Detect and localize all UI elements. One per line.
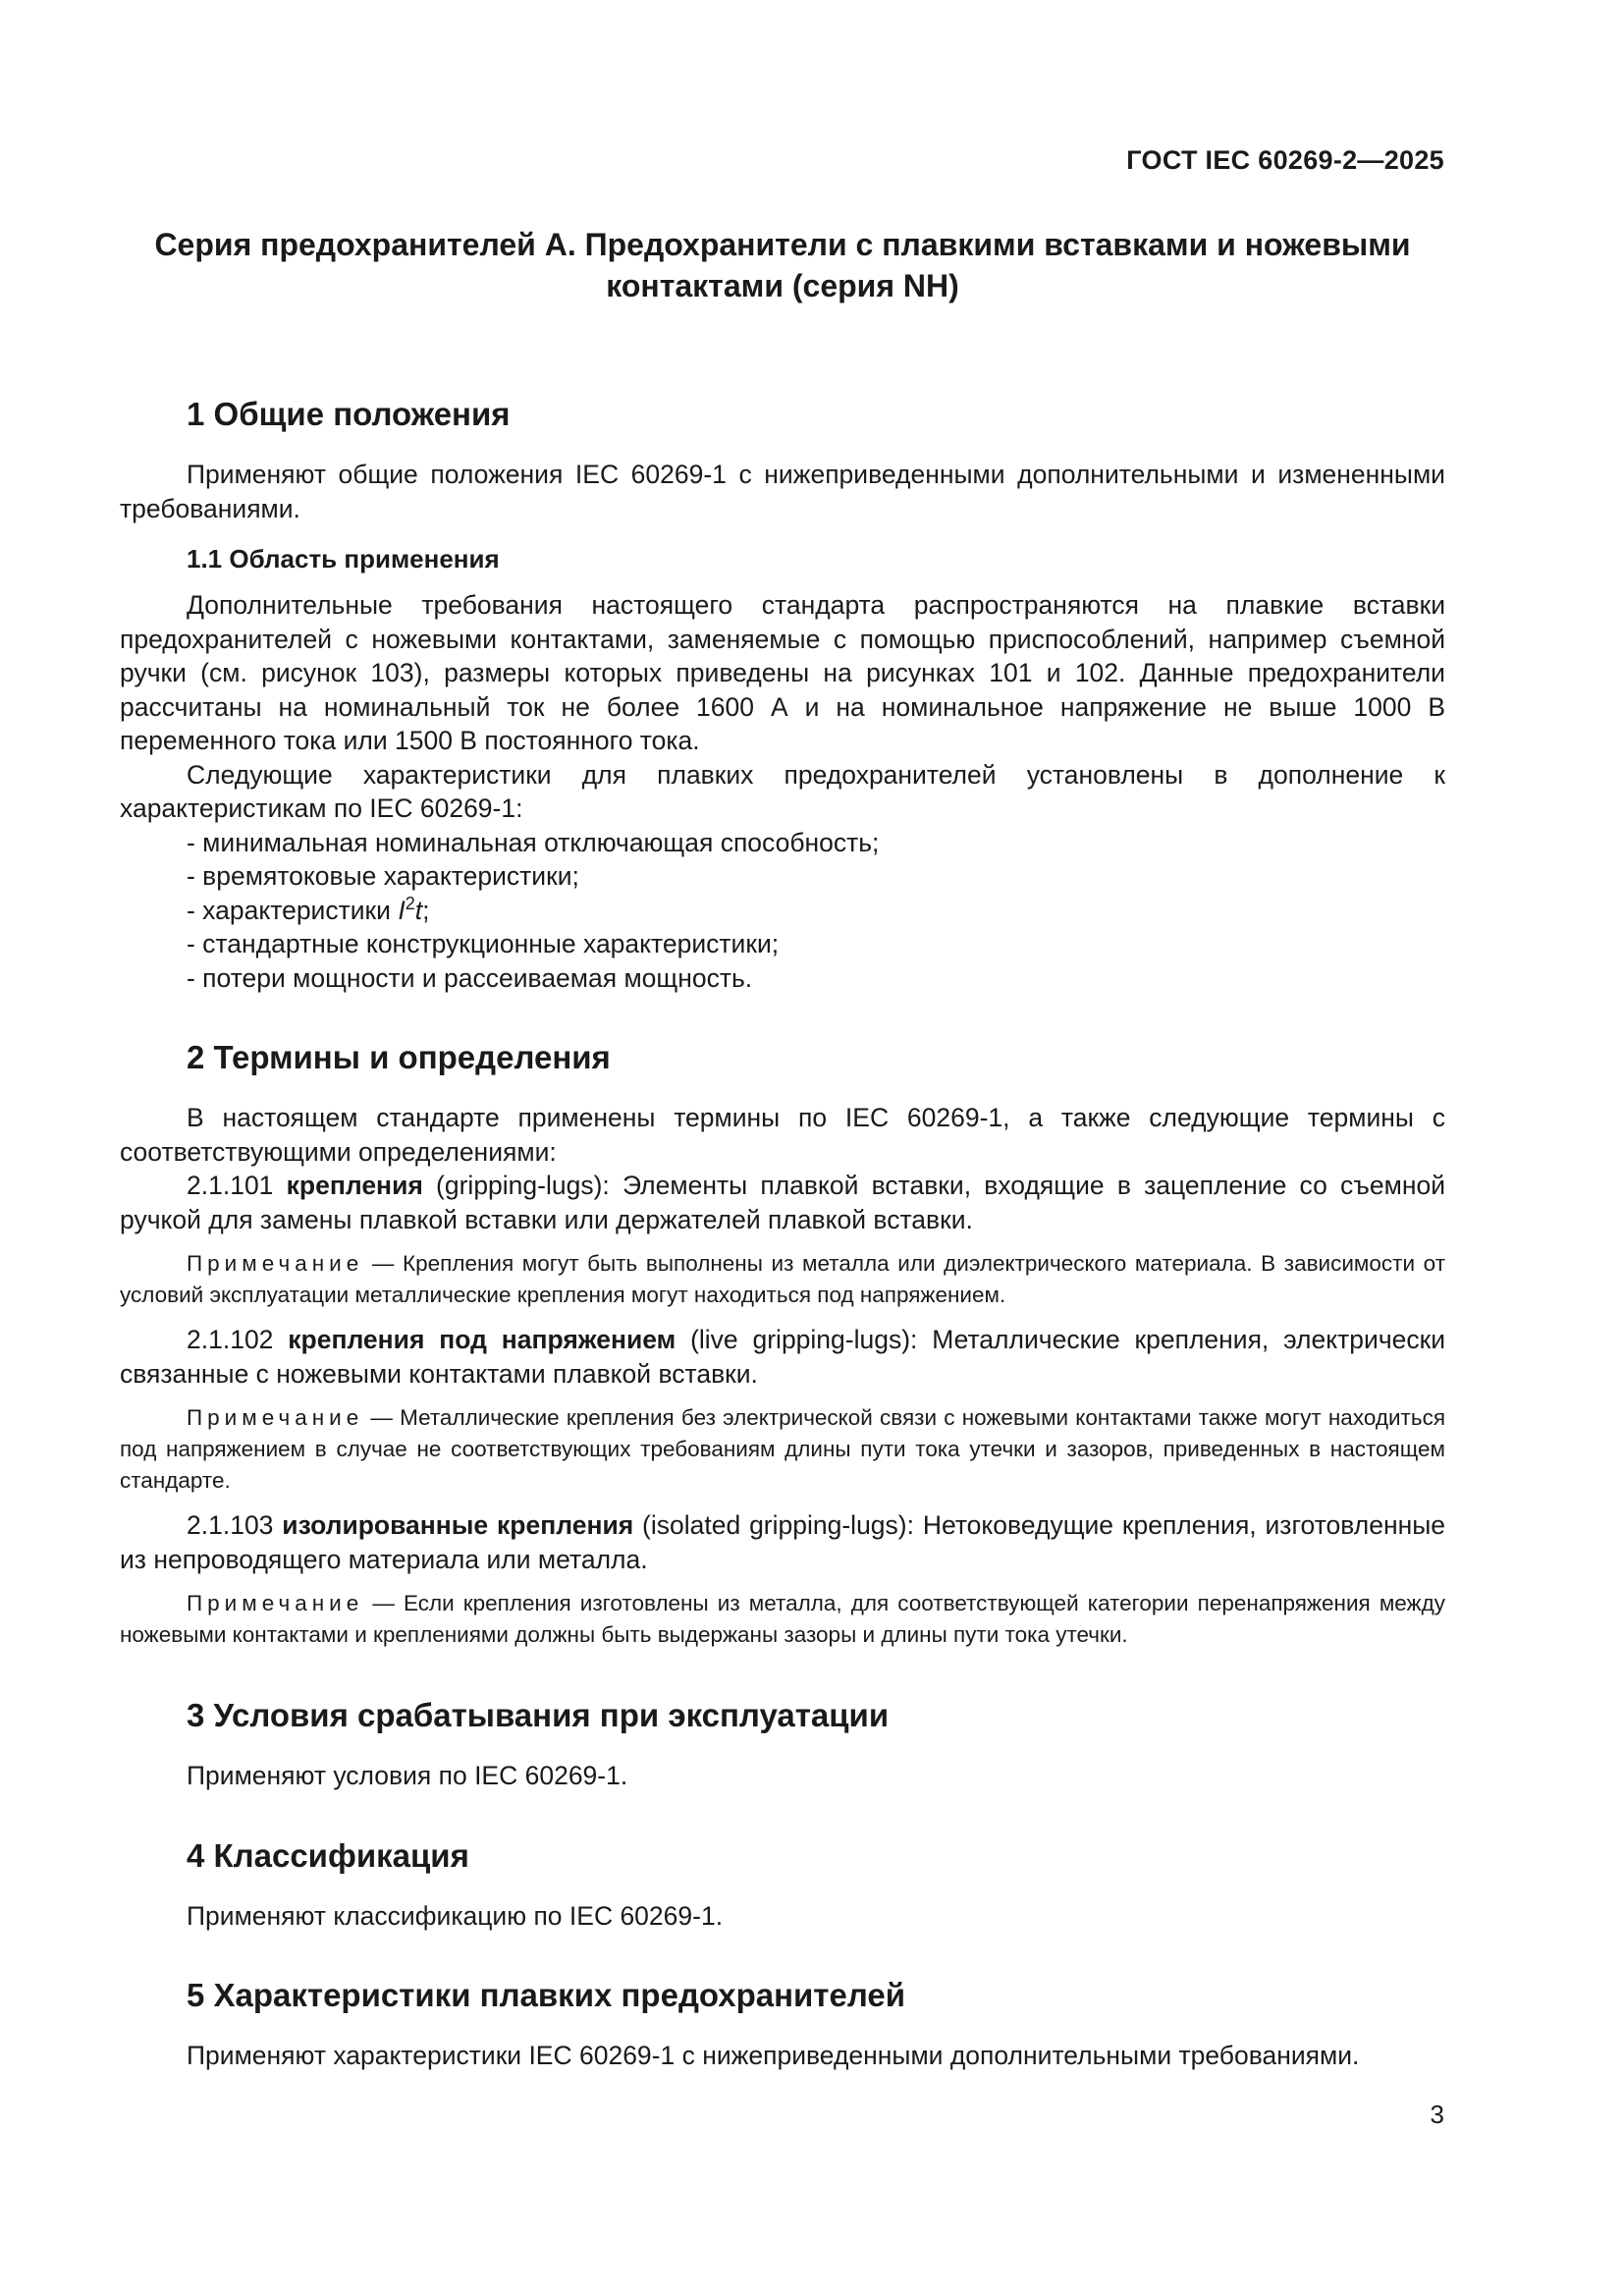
page-number: 3 (1430, 2100, 1444, 2129)
list-item-i2t (120, 894, 1445, 928)
term-name: крепления (286, 1171, 423, 1200)
i2t-i: I (398, 895, 406, 925)
section-4-paragraph: Применяют классификацию по IEC 60269-1. (187, 1900, 724, 1931)
note-label: Примечание (187, 1591, 364, 1615)
section-1-paragraph: Применяют общие положения IEC 60269-1 с нижеприведенными дополнительными и измененными требованиями. (120, 460, 1445, 523)
note-label: Примечание (187, 1405, 364, 1430)
note-2-1-103 (120, 1588, 1445, 1651)
term-2-1-102 (120, 1323, 1445, 1391)
note-2-1-102 (120, 1402, 1445, 1497)
term-definition: (isolated gripping-lugs): Нетоковедущие крепления, изготовленные из непроводящего материала или металла. (120, 1510, 1445, 1574)
section-1-heading: 1 Общие положения (187, 396, 511, 432)
note-label: Примечание (187, 1251, 364, 1276)
section-4-heading: 4 Классификация (187, 1836, 469, 1874)
i2t-prefix: - характеристики (187, 895, 399, 925)
subsection-1-1-heading: 1.1 Область применения (187, 544, 500, 574)
i2t-sup: 2 (405, 893, 415, 913)
i2t-t: t (414, 895, 423, 925)
scope-paragraph-2: Следующие характеристики для плавких предохранителей установлены в дополнение к характеристикам по IEC 60269-1: (120, 759, 1445, 823)
term-number: 2.1.103 (187, 1510, 283, 1540)
title-line-1: Серия предохранителей А. Предохранители с плавкими вставками и ножевыми (154, 227, 1411, 262)
term-number: 2.1.101 (187, 1171, 287, 1200)
section-3-paragraph: Применяют условия по IEC 60269-1. (187, 1761, 628, 1790)
term-number: 2.1.102 (187, 1325, 289, 1354)
note-text: — Металлические крепления без электрической связи с ножевыми контактами также могут находиться под напряжением в случае не соответствующих требованиям длины пути тока утечки и зазоров, приведенных в настоящем стандарте. (120, 1405, 1445, 1493)
note-2-1-101 (120, 1248, 1445, 1311)
section-5-heading: 5 Характеристики плавких предохранителей (187, 1977, 905, 2013)
page-content (120, 224, 1445, 2073)
standard-code: ГОСТ IEC 60269-2—2025 (1126, 145, 1444, 175)
term-2-1-103 (120, 1508, 1445, 1576)
section-2-paragraph: В настоящем стандарте применены термины по IEC 60269-1, а также следующие термины с соответствующими определениями: (120, 1103, 1445, 1167)
title-line-2: контактами (серия NH) (606, 268, 959, 303)
i2t-suffix: ; (422, 895, 430, 925)
scope-paragraph-1: Дополнительные требования настоящего стандарта распространяются на плавкие вставки предохранителей с ножевыми контактами, заменяемые с помощью приспособлений, например съемной ручки (см. рисунок 103), размеры которых приведены на рисунках 101 и 102. Данные предохранители рассчитаны на номинальный ток не более 1600 А и на номинальное напряжение не выше 1000 В переменного тока или 1500 В постоянного тока. (120, 590, 1445, 755)
list-item: - минимальная номинальная отключающая способность; (187, 827, 880, 857)
section-3-heading: 3 Условия срабатывания при эксплуатации (187, 1697, 890, 1733)
term-definition: (live gripping-lugs): Металлические крепления, электрически связанные с ножевыми контактами плавкой вставки. (120, 1325, 1446, 1389)
term-2-1-101 (120, 1169, 1445, 1236)
term-name: крепления под напряжением (288, 1325, 676, 1354)
term-definition: (gripping-lugs): Элементы плавкой вставки, входящие в зацепление со съемной ручкой для замены плавкой вставки или держателей плавкой вставки. (120, 1171, 1445, 1234)
list-item: - потери мощности и рассеиваемая мощность. (187, 962, 753, 993)
characteristics-list (120, 826, 1445, 996)
note-text: — Если крепления изготовлены из металла, для соответствующей категории перенапряжения между ножевыми контактами и креплениями должны быть выдержаны зазоры и длины пути тока утечки. (120, 1591, 1445, 1647)
section-5-paragraph: Применяют характеристики IEC 60269-1 с нижеприведенными дополнительными требованиями. (187, 2041, 1360, 2070)
term-name: изолированные крепления (282, 1510, 634, 1540)
note-text: — Крепления могут быть выполнены из металла или диэлектрического материала. В зависимости от условий эксплуатации металлические крепления могут находиться под напряжением. (120, 1251, 1445, 1307)
section-2-heading: 2 Термины и определения (187, 1039, 611, 1075)
document-title (120, 224, 1445, 306)
list-item: - стандартные конструкционные характеристики; (187, 929, 780, 958)
list-item: - времятоковые характеристики; (187, 861, 579, 891)
